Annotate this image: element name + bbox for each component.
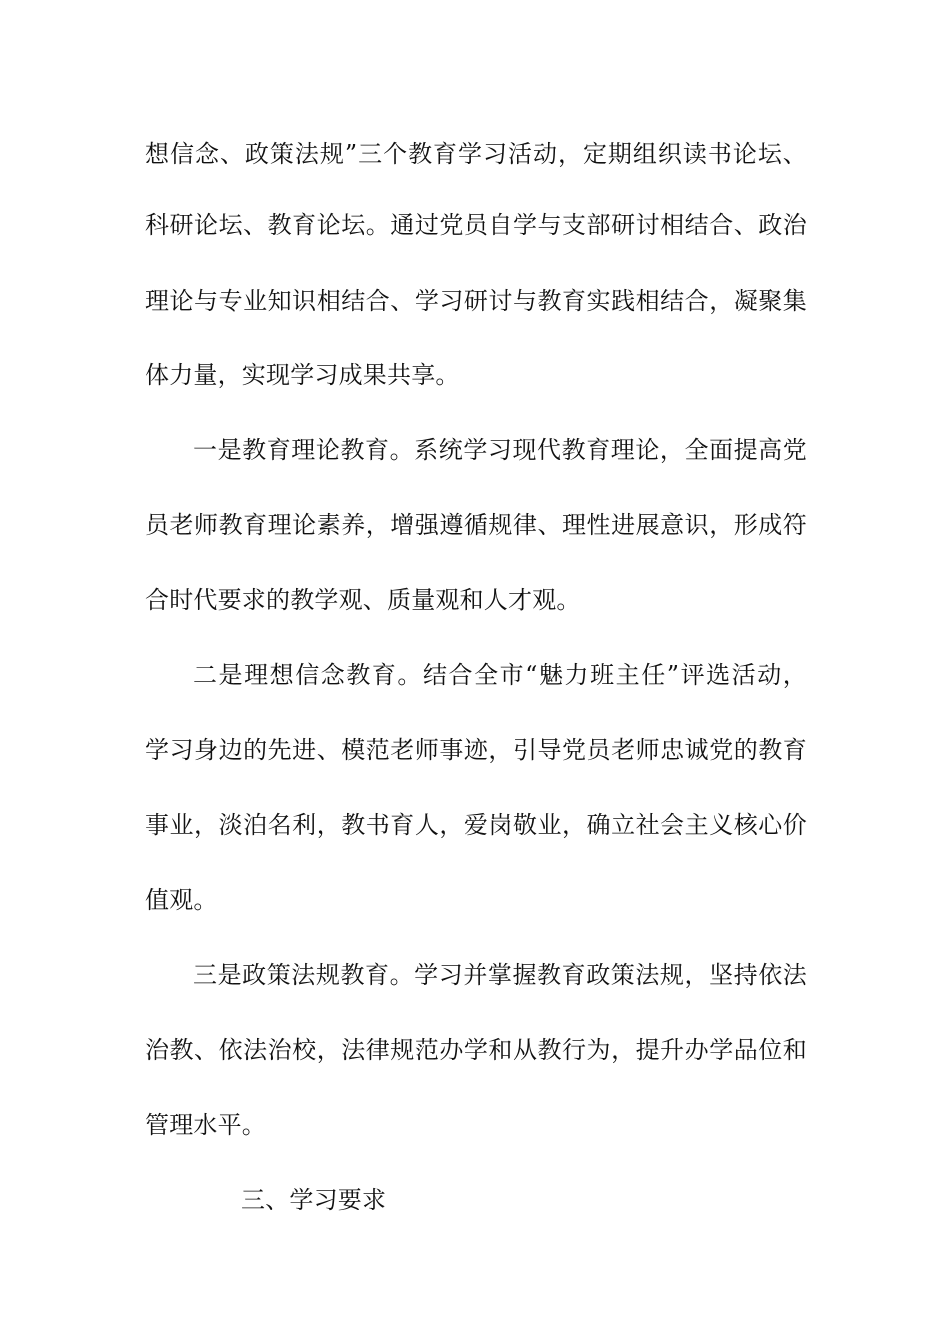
paragraph-3-line-4: 值观。 [145, 886, 218, 914]
paragraph-3-line-1: 二是理想信念教育。结合全市“魅力班主任”评选活动， [193, 661, 807, 689]
section-heading: 三、学习要求 [241, 1186, 387, 1214]
paragraph-1-line-2: 科研论坛、教育论坛。通过党员自学与支部研讨相结合、政治 [145, 211, 807, 239]
paragraph-4-line-3: 管理水平。 [145, 1111, 266, 1139]
paragraph-1-line-1: 想信念、政策法规”三个教育学习活动，定期组织读书论坛、 [145, 140, 807, 168]
paragraph-2-line-3: 合时代要求的教学观、质量观和人才观。 [145, 586, 581, 614]
paragraph-3-line-2: 学习身边的先进、模范老师事迹，引导党员老师忠诚党的教育 [145, 736, 807, 764]
paragraph-2-line-1: 一是教育理论教育。系统学习现代教育理论，全面提高党 [193, 436, 807, 464]
paragraph-4-line-1: 三是政策法规教育。学习并掌握教育政策法规，坚持依法 [193, 961, 807, 989]
paragraph-1-line-4: 体力量，实现学习成果共享。 [145, 361, 460, 389]
paragraph-3-line-3: 事业，淡泊名利，教书育人，爱岗敬业，确立社会主义核心价 [145, 811, 807, 839]
paragraph-1-line-3: 理论与专业知识相结合、学习研讨与教育实践相结合，凝聚集 [145, 287, 807, 315]
paragraph-4-line-2: 治教、依法治校，法律规范办学和从教行为，提升办学品位和 [145, 1036, 807, 1064]
paragraph-2-line-2: 员老师教育理论素养，增强遵循规律、理性进展意识，形成符 [145, 511, 807, 539]
